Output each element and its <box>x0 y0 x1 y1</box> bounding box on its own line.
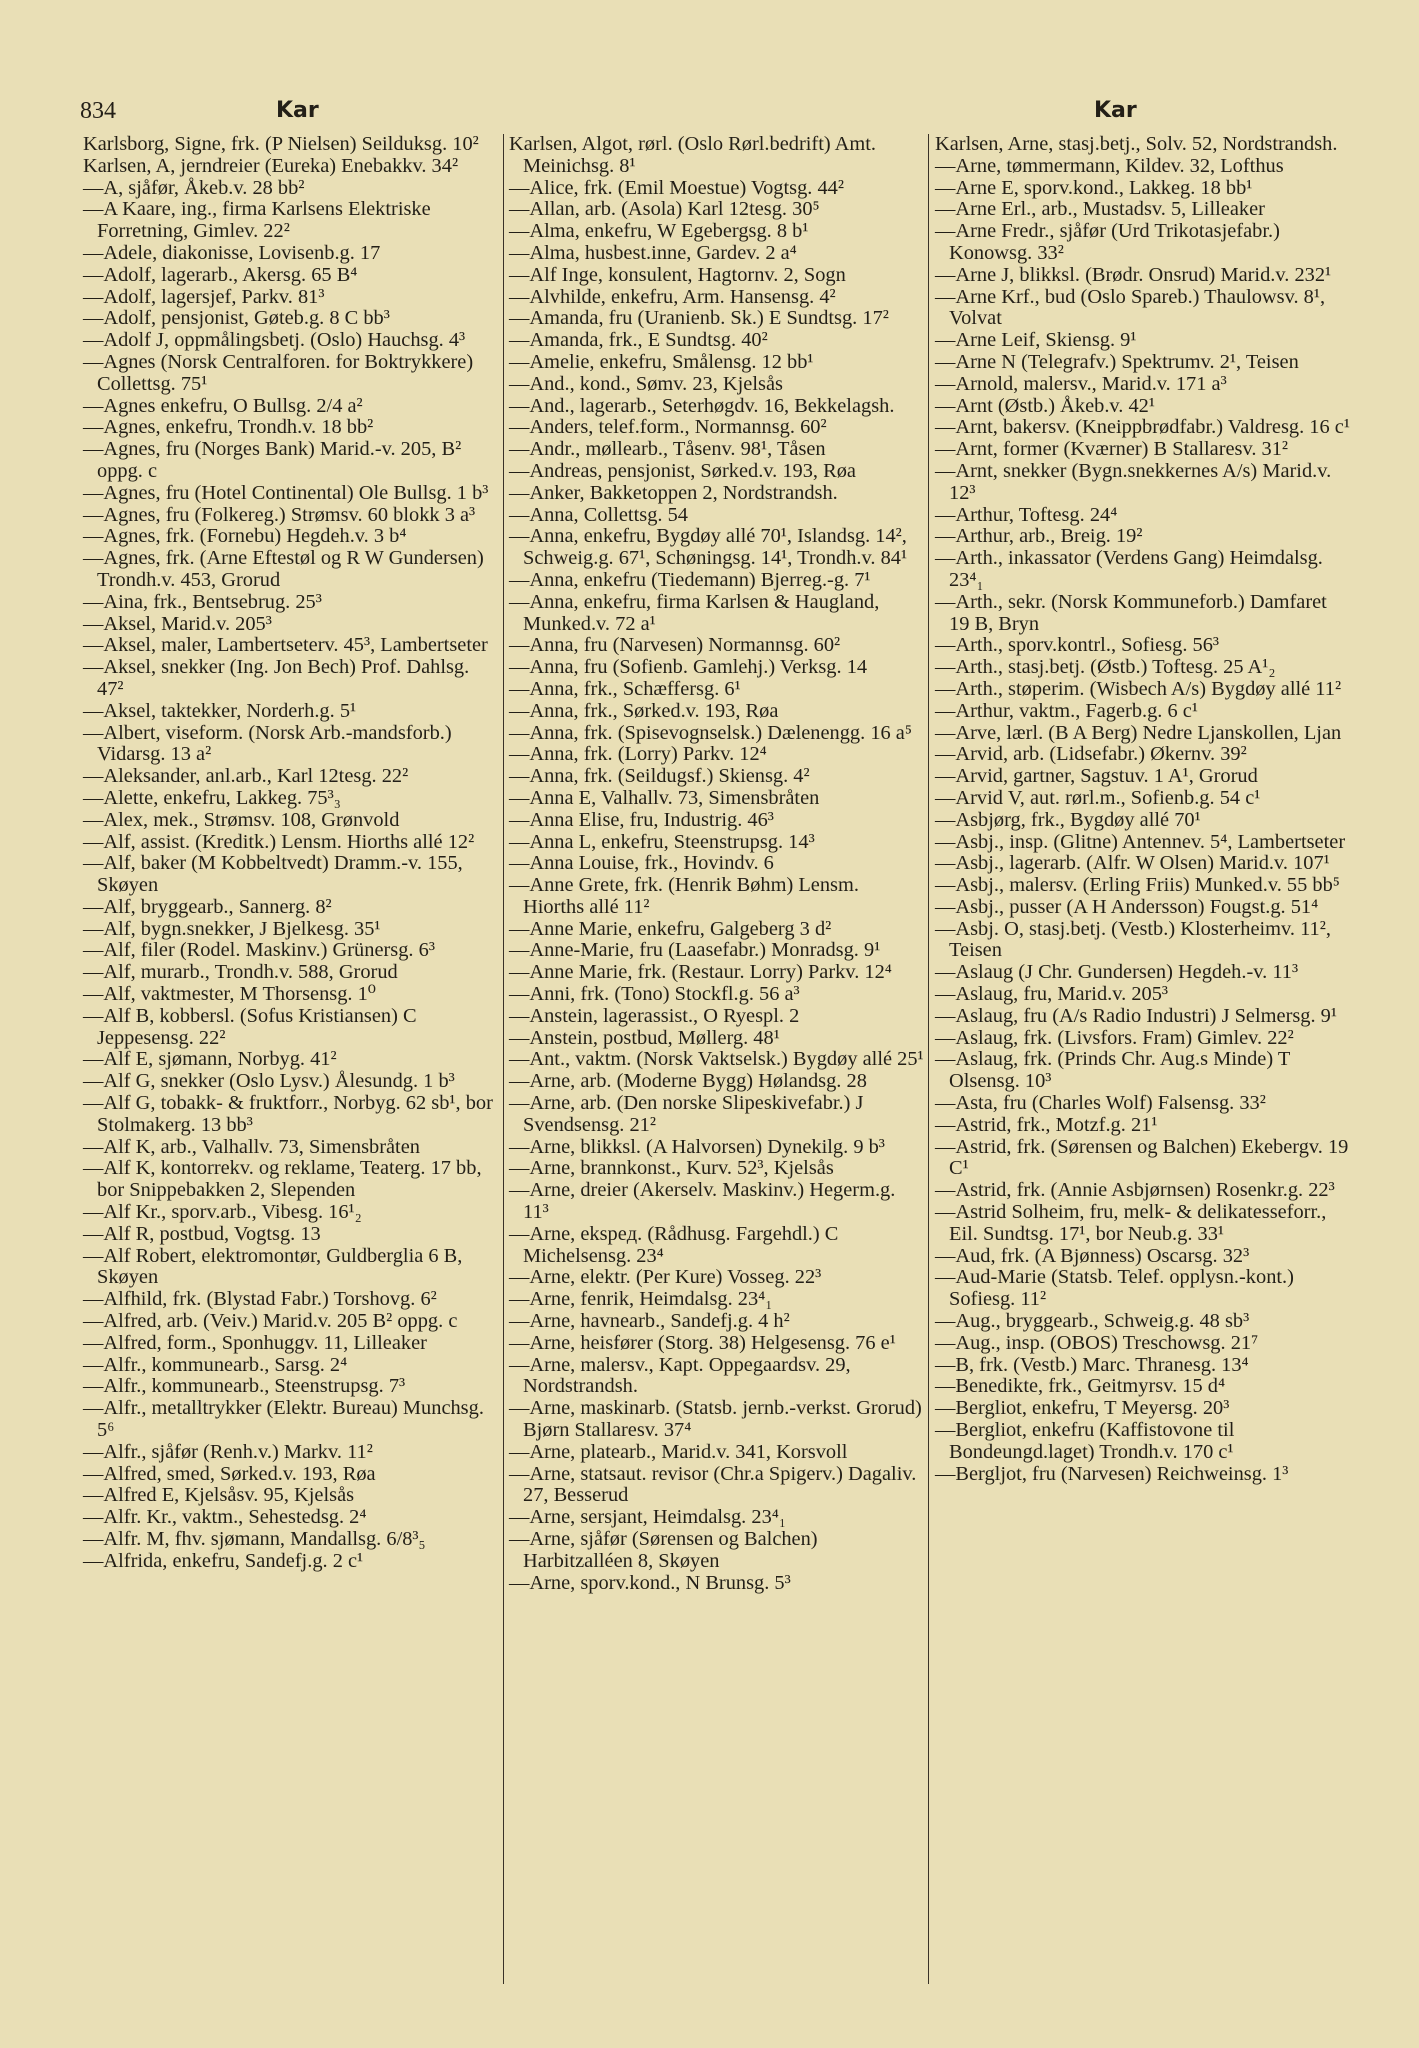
directory-entry: —Aug., bryggearb., Schweig.g. 48 sb³ <box>935 1310 1250 1333</box>
directory-entry: —Arnt, snekker (Bygn.snekkernes A/s) Marid.v. 12³ <box>935 459 1332 504</box>
directory-entry: —Anders, telef.form., Normannsg. 60² <box>509 416 827 439</box>
directory-entry: —Alf B, kobbersl. (Sofus Kristiansen) C Jeppesensg. 22² <box>83 1004 417 1049</box>
directory-entry: —Alf Robert, elektromontør, Guldberglia 6 B, Skøyen <box>83 1244 463 1289</box>
directory-entry: —Arthur, vaktm., Fagerb.g. 6 c¹ <box>935 699 1198 722</box>
directory-entry: —Alf, murarb., Trondh.v. 588, Grorud <box>83 961 398 984</box>
directory-entry: —Anna L, enkefru, Steenstrupsg. 14³ <box>509 830 815 853</box>
directory-entry: —And., lagerarb., Seterhøgdv. 16, Bekkelagsh. <box>509 394 895 417</box>
directory-entry: —Aksel, taktekker, Norderh.g. 5¹ <box>83 699 357 722</box>
directory-entry: —Arth., stasj.betj. (Østb.) Toftesg. 25 A¹₂ <box>935 656 1276 679</box>
directory-entry: —Adolf, lagersjef, Parkv. 81³ <box>83 285 325 308</box>
directory-entry: —Arne Erl., arb., Mustadsv. 5, Lilleaker <box>935 198 1265 221</box>
directory-entry: —Aleksander, anl.arb., Karl 12tesg. 22² <box>83 765 409 788</box>
directory-entry: —Arne, elektr. (Per Kure) Vossеg. 22³ <box>509 1266 822 1289</box>
directory-entry: —Anna, enkefru, Bygdøy allé 70¹, Islandsg. 14², Schweig.g. 67¹, Schøningsg. 14¹, Trondh.v. 84¹ <box>509 525 908 570</box>
directory-entry: —Agnes, fru (Folkereg.) Strømsv. 60 blokk 3 a³ <box>83 503 476 526</box>
directory-entry: —Arne, sersjant, Heimdalsg. 23⁴₁ <box>509 1506 786 1529</box>
directory-entry: —Arne, maskinarb. (Statsb. jernb.-verkst. Grorud) Bjørn Stallaresv. 37⁴ <box>509 1397 922 1442</box>
directory-entry: —Alf R, postbud, Vogtsg. 13 <box>83 1222 321 1245</box>
directory-entry: —Arne, statsaut. revisor (Chr.a Spigerv.) Dagaliv. 27, Besserud <box>509 1462 917 1507</box>
directory-entry: —Aslaug, fru, Marid.v. 205³ <box>935 983 1169 1006</box>
directory-entry: —Aksel, maler, Lambertseterv. 45³, Lambertseter <box>83 634 488 657</box>
directory-entry: —Arne, brannkonst., Kurv. 52³, Kjelsås <box>509 1157 834 1180</box>
directory-entry: —Albert, viseform. (Norsk Arb.-mandsforb.) Vidarsg. 13 a² <box>83 721 452 766</box>
directory-entry: —Alex, mek., Strømsv. 108, Grønvold <box>83 808 400 831</box>
directory-entry: —Anna, enkefru, firma Karlsen & Haugland, Munked.v. 72 a¹ <box>509 590 880 635</box>
directory-entry: —Alfr., sjåfør (Renh.v.) Markv. 11² <box>83 1440 373 1463</box>
directory-entry: —Alfhild, frk. (Blystad Fabr.) Torshovg. 6² <box>83 1288 437 1311</box>
directory-entry: —Alf, filer (Rodel. Maskinv.) Grünersg. 6³ <box>83 939 435 962</box>
directory-entry: —Agnes enkefru, O Bullsg. 2/4 a² <box>83 394 363 417</box>
directory-entry: —Anstein, postbud, Møllerg. 48¹ <box>509 1026 780 1049</box>
directory-entry: —Anni, frk. (Tono) Stockfl.g. 56 a³ <box>509 983 800 1006</box>
directory-entry: —Anna, frk., Schæffersg. 6¹ <box>509 677 741 700</box>
directory-entry: —Bergljot, fru (Narvesen) Reichweinsg. 1³ <box>935 1462 1289 1485</box>
directory-entry: —Adolf J, oppmålingsbetj. (Oslo) Hauchsg. 4³ <box>83 329 466 352</box>
directory-entry: —Agnes, enkefru, Trondh.v. 18 bb² <box>83 416 374 439</box>
directory-entry: —Arnt (Østb.) Åkeb.v. 42¹ <box>935 394 1155 417</box>
directory-entry: —Astrid Solheim, fru, melk- & delikatesseforr., Eil. Sundtsg. 17¹, bor Neub.g. 33¹ <box>935 1201 1327 1245</box>
directory-entry: —Alma, husbest.inne, Gardev. 2 a⁴ <box>509 241 797 264</box>
directory-entry: —Agnes, fru (Norges Bank) Marid.-v. 205, B² oppg. c <box>83 438 462 482</box>
directory-entry: —Arnt, bakersv. (Kneippbrødfabr.) Valdresg. 16 c¹ <box>935 416 1350 439</box>
directory-entry: —A, sjåfør, Åkeb.v. 28 bb² <box>83 176 305 199</box>
directory-entry: —Arne Krf., bud (Oslo Spareb.) Thaulowsv. 8¹, Volvat <box>935 285 1326 330</box>
directory-entry: —Anna, frk. (Spisevognselsk.) Dælenengg. 16 a⁵ <box>509 721 912 744</box>
directory-entry: —Alf, bygn.snekker, J Bjelkesg. 35¹ <box>83 917 381 940</box>
directory-entry: —Alf, baker (M Kobbeltvedt) Dramm.-v. 155, Skøyen <box>83 852 463 897</box>
column-divider <box>928 134 929 1984</box>
directory-entry: —Alette, enkefru, Lakkeg. 75³₃ <box>83 786 341 809</box>
directory-entry: —Asbj., pusser (A H Andersson) Fougst.g. 51⁴ <box>935 895 1319 918</box>
directory-entry: —Arne, fenrik, Heimdalsg. 23⁴₁ <box>509 1288 773 1311</box>
directory-entry: —Aslaug (J Chr. Gundersen) Hegdeh.-v. 11³ <box>935 961 1299 984</box>
directory-entry: —Asta, fru (Charles Wolf) Falsensg. 33² <box>935 1092 1266 1115</box>
directory-entry: —Arnt, former (Kværner) B Stallaresv. 31² <box>935 438 1289 461</box>
directory-entry: —Arth., inkassator (Verdens Gang) Heimdalsg. 23⁴₁ <box>935 547 1323 591</box>
directory-entry: —Arthur, arb., Breig. 19² <box>935 525 1143 548</box>
directory-entry: —Anna E, Valhallv. 73, Simensbråten <box>509 786 820 809</box>
directory-entry: —Asbj. O, stasj.betj. (Vestb.) Klosterheimv. 11², Teisen <box>935 917 1331 962</box>
directory-entry: —Agnes, fru (Hotel Continental) Ole Bullsg. 1 b³ <box>83 481 489 504</box>
directory-entry: Karlsen, A, jerndreier (Eureka) Enebakkv. 34² <box>83 154 459 177</box>
column-2 <box>509 134 924 1594</box>
directory-entry: —Alfred E, Kjelsåsv. 95, Kjelsås <box>83 1484 355 1507</box>
directory-entry: —Arnold, malersv., Marid.v. 171 a³ <box>935 372 1227 395</box>
directory-entry: —Anne-Marie, fru (Laasefabr.) Monradsg. 9¹ <box>509 939 881 962</box>
directory-entry: —Amanda, fru (Uranienb. Sk.) E Sundtsg. 17² <box>509 307 889 330</box>
directory-entry: —Alfr. Kr., vaktm., Sehestedsg. 2⁴ <box>83 1506 367 1529</box>
directory-entry: —Alf Inge, konsulent, Hagtornv. 2, Sogn <box>509 263 846 286</box>
directory-entry: —And., kond., Sømv. 23, Kjelsås <box>509 372 783 395</box>
directory-entry: —Alfred, form., Sponhuggv. 11, Lilleaker <box>83 1331 427 1354</box>
directory-entry: —Agnes, frk. (Arne Eftestøl og R W Gundersen) Trondh.v. 453, Grorud <box>83 547 484 591</box>
directory-entry: —Alf, assist. (Kreditk.) Lensm. Hiorths allé 12² <box>83 830 475 853</box>
directory-entry: —Arvid, gartner, Sagstuv. 1 A¹, Grorud <box>935 765 1258 788</box>
directory-entry: —Amanda, frk., E Sundtsg. 40² <box>509 329 768 352</box>
directory-entry: —Astrid, frk. (Sørensen og Balchen) Ekebergv. 19 C¹ <box>935 1135 1349 1180</box>
directory-entry: —A Kaare, ing., firma Karlsens Elektriske Forretning, Gimlev. 22² <box>83 198 431 243</box>
directory-entry: —Asbj., lagerarb. (Alfr. W Olsen) Marid.v. 107¹ <box>935 852 1330 875</box>
directory-entry: —Anna, Collettsg. 54 <box>509 503 688 526</box>
directory-entry: —Arne, tømmermann, Kildev. 32, Lofthus <box>935 154 1284 177</box>
directory-entry: —Ant., vaktm. (Norsk Vaktselsk.) Bygdøy allé 25¹ <box>509 1048 924 1071</box>
directory-entry: —Arne, heisfører (Storg. 38) Helgesensg. 76 e¹ <box>509 1331 896 1354</box>
directory-entry: —Adele, diakonisse, Lovisenb.g. 17 <box>83 241 381 264</box>
directory-entry: —Arne J, blikksl. (Brødr. Onsrud) Marid.v. 232¹ <box>935 263 1332 286</box>
directory-entry: —Asbjørg, frk., Bygdøy allé 70¹ <box>935 808 1201 831</box>
directory-entry: —Aud-Marie (Statsb. Telef. opplysn.-kont.) Sofiesg. 11² <box>935 1266 1294 1311</box>
directory-entry: —Arvid V, aut. rørl.m., Sofienb.g. 54 c¹ <box>935 786 1261 809</box>
directory-entry: —Andr., møllearb., Tåsenv. 98¹, Tåsen <box>509 438 826 461</box>
directory-entry: —Alf, bryggearb., Sannerg. 8² <box>83 895 332 918</box>
directory-entry: —Arne, ekspeд. (Rådhusg. Fargehdl.) C Michelsensg. 23⁴ <box>509 1222 839 1267</box>
directory-entry: Karlsen, Arne, stasj.betj., Solv. 52, Nordstrandsh. <box>935 133 1338 155</box>
directory-entry: —Alvhilde, enkefru, Arm. Hansensg. 4² <box>509 285 836 308</box>
directory-entry: Karlsborg, Signe, frk. (P Nielsen) Seilduksg. 10² <box>83 133 479 155</box>
directory-entry: —Aslaug, frk. (Livsfors. Fram) Gimlev. 22² <box>935 1026 1294 1049</box>
directory-entry: —Alfr. M, fhv. sjømann, Mandallsg. 6/8³₅ <box>83 1528 426 1550</box>
directory-entry: —Asbj., malersv. (Erling Friis) Munked.v. 55 bb⁵ <box>935 874 1340 897</box>
directory-entry: —Arth., sekr. (Norsk Kommuneforb.) Damfaret 19 B, Bryn <box>935 590 1327 635</box>
directory-entry: —Anna Elise, fru, Industrig. 46³ <box>509 808 774 831</box>
directory-entry: —Alf K, kontorrekv. og reklame, Teaterg. 17 bb, bor Snippebakken 2, Slependen <box>83 1157 482 1202</box>
directory-entry: —Arne Leif, Skiensg. 9¹ <box>935 329 1137 352</box>
directory-entry: —Aslaug, frk. (Prinds Chr. Aug.s Minde) T Olsensg. 10³ <box>935 1048 1290 1093</box>
directory-entry: —Benedikte, frk., Geitmyrsv. 15 d⁴ <box>935 1375 1226 1398</box>
directory-entry: —Alf G, tobakk- & fruktforr., Norbyg. 62 sb¹, bor Stolmakerg. 13 bb³ <box>83 1092 493 1136</box>
directory-entry: —Aug., insp. (OBOS) Treschowsg. 21⁷ <box>935 1331 1259 1354</box>
directory-entry: Karlsen, Algot, rørl. (Oslo Rørl.bedrift) Amt. Meinichsg. 8¹ <box>509 133 876 177</box>
directory-entry: —Allan, arb. (Asola) Karl 12tesg. 30⁵ <box>509 198 820 221</box>
directory-entry: —Anna, frk. (Lorry) Parkv. 12⁴ <box>509 743 767 766</box>
running-head-right: Kar <box>1094 98 1137 123</box>
directory-entry: —Aksel, snekker (Ing. Jon Bech) Prof. Dahlsg. 47² <box>83 656 470 700</box>
directory-entry: —Arvid, arb. (Lidsefabr.) Økernv. 39² <box>935 743 1247 766</box>
directory-entry: —Anna, fru (Sofienb. Gamlehj.) Verksg. 14 <box>509 656 868 679</box>
directory-entry: —Alfr., metalltrykker (Elektr. Bureau) Munchsg. 5⁶ <box>83 1397 484 1442</box>
directory-entry: —Adolf, lagerarb., Akersg. 65 B⁴ <box>83 263 358 286</box>
directory-entry: —Alf K, arb., Valhallv. 73, Simensbråten <box>83 1135 420 1158</box>
directory-entry: —Anna, frk., Sørked.v. 193, Røa <box>509 699 779 722</box>
page-header <box>80 98 1339 128</box>
directory-entry: —Adolf, pensjonist, Gøteb.g. 8 C bb³ <box>83 307 390 330</box>
directory-entry: —Alfred, arb. (Veiv.) Marid.v. 205 B² oppg. c <box>83 1310 458 1333</box>
directory-entry: —B, frk. (Vestb.) Marc. Thranesg. 13⁴ <box>935 1353 1249 1376</box>
directory-entry: —Arthur, Toftesg. 24⁴ <box>935 503 1118 526</box>
column-1 <box>83 134 498 1573</box>
directory-entry: —Aina, frk., Bentsebrug. 25³ <box>83 590 322 613</box>
directory-entry: —Alf Kr., sporv.arb., Vibesg. 16¹₂ <box>83 1201 362 1224</box>
directory-entry: —Arne, dreier (Akerselv. Maskinv.) Hegerm.g. 11³ <box>509 1179 896 1224</box>
directory-entry: —Astrid, frk., Motzf.g. 21¹ <box>935 1113 1158 1136</box>
directory-entry: —Aksel, Marid.v. 205³ <box>83 612 272 635</box>
directory-entry: —Arth., sporv.kontrl., Sofiesg. 56³ <box>935 634 1220 657</box>
directory-entry: —Bergliot, enkefru, T Meyersg. 20³ <box>935 1397 1230 1420</box>
directory-entry: —Alfr., kommunearb., Steenstrupsg. 7³ <box>83 1375 406 1398</box>
directory-entry: —Andreas, pensjonist, Sørked.v. 193, Røa <box>509 459 856 482</box>
directory-entry: —Alfred, smed, Sørked.v. 193, Røa <box>83 1462 376 1485</box>
directory-entry: —Aud, frk. (A Bjønness) Oscarsg. 32³ <box>935 1244 1250 1267</box>
directory-entry: —Anstein, lagerassist., O Ryespl. 2 <box>509 1004 800 1027</box>
directory-entry: —Alma, enkefru, W Egebergsg. 8 b¹ <box>509 220 809 243</box>
directory-entry: —Agnes (Norsk Centralforen. for Boktrykkere) Collettsg. 75¹ <box>83 350 474 395</box>
directory-entry: —Alfrida, enkefru, Sandefj.g. 2 c¹ <box>83 1549 364 1572</box>
directory-entry: —Arve, lærl. (B A Berg) Nedre Ljanskollen, Ljan <box>935 721 1342 744</box>
directory-entry: —Agnes, frk. (Fornebu) Hegdeh.v. 3 b⁴ <box>83 525 407 548</box>
directory-entry: —Astrid, frk. (Annie Asbjørnsen) Rosenkr.g. 22³ <box>935 1179 1335 1202</box>
directory-entry: —Bergliot, enkefru (Kaffistovone til Bondeungd.laget) Trondh.v. 170 c¹ <box>935 1419 1235 1463</box>
directory-entry: —Arne, sjåfør (Sørensen og Balchen) Harbitzalléen 8, Skøyen <box>509 1528 818 1572</box>
column-divider <box>503 134 504 1984</box>
directory-entry: —Arne Fredr., sjåfør (Urd Trikotasjefabr.) Konowsg. 33² <box>935 220 1280 264</box>
directory-entry: —Arne, arb. (Moderne Bygg) Hølandsg. 28 <box>509 1070 867 1093</box>
directory-entry: —Arth., støperim. (Wisbech A/s) Bygdøy allé 11² <box>935 677 1342 700</box>
directory-entry: —Amelie, enkefru, Smålensg. 12 bb¹ <box>509 350 814 373</box>
directory-entry: —Arne, malersv., Kapt. Oppegaardsv. 29, Nordstrandsh. <box>509 1353 851 1398</box>
directory-entry: —Arne, blikksl. (A Halvorsen) Dynekilg. 9 b³ <box>509 1135 885 1158</box>
directory-entry: —Alf E, sjømann, Norbyg. 41² <box>83 1048 337 1071</box>
directory-entry: —Anna, fru (Narvesen) Normannsg. 60² <box>509 634 841 657</box>
directory-entry: —Arne, arb. (Den norske Slipeskivefabr.) J Svendsensg. 21² <box>509 1092 864 1136</box>
directory-entry: —Anne Marie, frk. (Restaur. Lorry) Parkv. 12⁴ <box>509 961 892 984</box>
directory-entry: —Alfr., kommunearb., Sarsg. 2⁴ <box>83 1353 348 1376</box>
directory-entry: —Arne, platearb., Marid.v. 341, Korsvoll <box>509 1440 848 1463</box>
directory-entry: —Alice, frk. (Emil Moestue) Vogtsg. 44² <box>509 176 844 199</box>
directory-entry: —Aslaug, fru (A/s Radio Industri) J Selmersg. 9¹ <box>935 1004 1337 1027</box>
directory-entry: —Anne Marie, enkefru, Galgeberg 3 d² <box>509 917 832 940</box>
directory-entry: —Anna, enkefru (Tiedemann) Bjerreg.-g. 7¹ <box>509 568 871 591</box>
directory-entry: —Anna, frk. (Seildugsf.) Skiensg. 4² <box>509 765 810 788</box>
column-3 <box>935 134 1350 1485</box>
directory-entry: —Arne E, sporv.kond., Lakkeg. 18 bb¹ <box>935 176 1253 199</box>
directory-entry: —Asbj., insp. (Glitne) Antennev. 5⁴, Lambertseter <box>935 830 1346 853</box>
directory-entry: —Arne N (Telegrafv.) Spektrumv. 2¹, Teisen <box>935 350 1299 373</box>
directory-entry: —Arne, sporv.kond., N Brunsg. 5³ <box>509 1571 791 1594</box>
page-number: 834 <box>80 98 116 124</box>
directory-entry: —Anne Grete, frk. (Henrik Bøhm) Lensm. Hiorths allé 11² <box>509 874 859 918</box>
directory-entry: —Anna Louise, frk., Hovindv. 6 <box>509 852 774 875</box>
directory-entry: —Alf G, snekker (Oslo Lysv.) Ålesundg. 1 b³ <box>83 1070 455 1093</box>
running-head-left: Kar <box>276 98 319 123</box>
directory-entry: —Anker, Bakketoppen 2, Nordstrandsh. <box>509 481 838 504</box>
directory-entry: —Arne, havnearb., Sandefj.g. 4 h² <box>509 1310 790 1333</box>
directory-entry: —Alf, vaktmester, M Thorsensg. 1⁰ <box>83 983 376 1006</box>
